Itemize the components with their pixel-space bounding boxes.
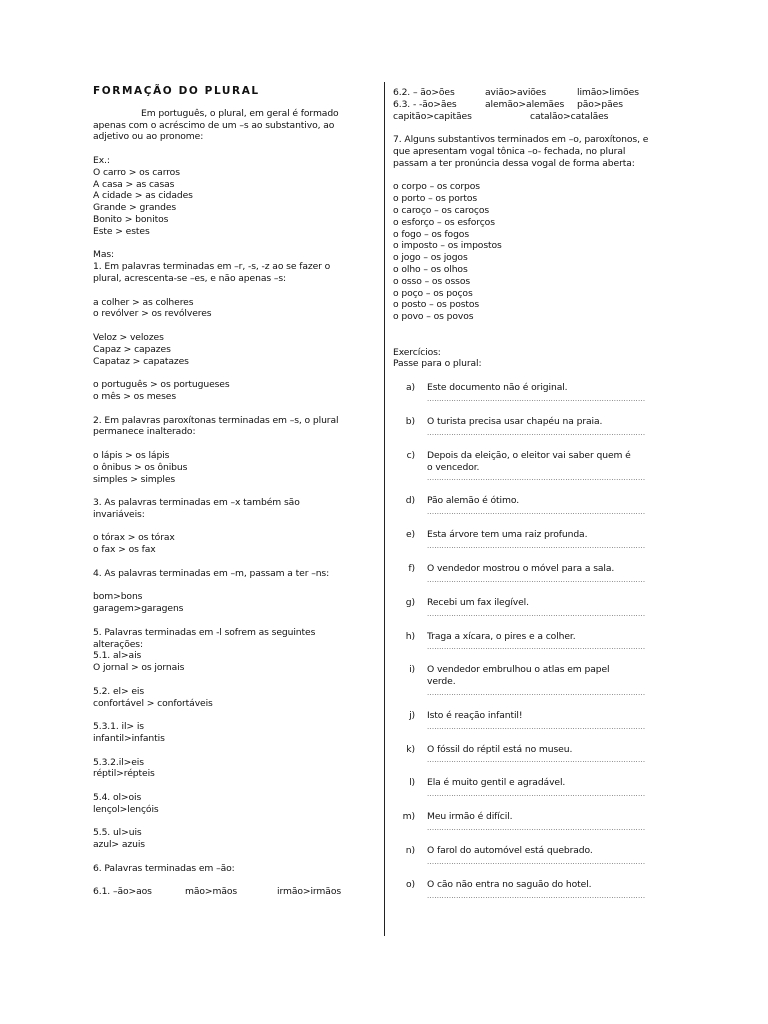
answer-line[interactable]: .......................................................................................... — [427, 722, 646, 731]
exercise-sentence: O turista precisa usar chapéu na praia. — [427, 415, 603, 427]
exercise-letter: f) — [408, 562, 415, 574]
exercise-sentence: Meu irmão é difícil. — [427, 811, 513, 823]
exercises-heading: Exercícios: — [393, 346, 441, 358]
example-word: pão>pães — [577, 98, 623, 110]
example-line: O jornal > os jornais — [93, 662, 185, 674]
answer-line[interactable]: .......................................................................................... — [427, 609, 646, 618]
rule-5: alterações: — [93, 638, 143, 650]
exercise-item — [393, 744, 677, 766]
mas-label: Mas: — [93, 249, 115, 261]
exercise-item — [393, 710, 677, 732]
example-word: catalão>catalães — [530, 110, 609, 122]
right-column — [393, 87, 677, 913]
exercise-letter: o) — [405, 878, 415, 890]
page-title: FORMAÇÃO DO PLURAL — [93, 85, 260, 97]
rule-7: passam a ter pronúncia dessa vogal de forma aberta: — [393, 157, 635, 169]
exercise-item — [393, 597, 677, 619]
rule-5-1: 5.1. al>ais — [93, 650, 142, 662]
example-line: o porto – os portos — [393, 193, 478, 205]
answer-line[interactable]: .......................................................................................... — [427, 508, 646, 517]
rule-3: 3. As palavras terminadas em –x também são — [93, 497, 300, 509]
example-line: o português > os portugueses — [93, 379, 230, 391]
rule-6-3-pattern: 6.3. - -ão>ães — [393, 98, 457, 110]
example-line: o esforço – os esforços — [393, 216, 495, 228]
exercise-sentence: o vencedor. — [427, 461, 480, 473]
example-line: Este > estes — [93, 225, 150, 237]
exercise-letter: h) — [405, 630, 415, 642]
example-line: o revólver > os revólveres — [93, 308, 212, 320]
exercise-sentence: verde. — [427, 676, 456, 688]
example-line: a colher > as colheres — [93, 296, 194, 308]
exercise-sentence: Recebi um fax ilegível. — [427, 596, 529, 608]
rule-2: permanece inalterado: — [93, 426, 196, 438]
exercise-item — [393, 631, 677, 653]
exercise-item — [393, 664, 677, 698]
example-line: A casa > as casas — [93, 178, 175, 190]
exercise-letter: n) — [405, 845, 415, 857]
exercise-item — [393, 416, 677, 438]
exercise-item — [393, 382, 677, 404]
example-word: irmão>irmãos — [277, 886, 342, 898]
exercise-letter: c) — [406, 449, 415, 461]
rule-6-3-extra — [393, 111, 677, 123]
example-word: mão>mãos — [185, 886, 238, 898]
answer-line[interactable]: .......................................................................................... — [427, 756, 646, 765]
rule-6-2 — [393, 87, 677, 99]
exercise-item — [393, 563, 677, 585]
exercise-sentence: O vendedor embrulhou o atlas em papel — [427, 664, 610, 676]
rule-6-1 — [93, 886, 361, 898]
exercise-list — [393, 382, 677, 901]
exercise-sentence: Esta árvore tem uma raiz profunda. — [427, 529, 588, 541]
example-line: Bonito > bonitos — [93, 213, 169, 225]
exercise-letter: e) — [405, 529, 415, 541]
example-line: o olho – os olhos — [393, 263, 468, 275]
exercise-item — [393, 450, 677, 484]
example-label: Ex.: — [93, 154, 110, 166]
left-column — [93, 86, 361, 898]
exercise-letter: j) — [409, 709, 415, 721]
rule-3: invariáveis: — [93, 508, 145, 520]
example-line: simples > simples — [93, 473, 176, 485]
example-line: Capaz > capazes — [93, 343, 171, 355]
answer-line[interactable]: .......................................................................................... — [427, 643, 646, 652]
example-word: limão>limões — [577, 87, 639, 98]
example-word: capitão>capitães — [393, 110, 472, 122]
rule-4: 4. As palavras terminadas em –m, passam a ter –ns: — [93, 567, 330, 579]
example-line: o corpo – os corpos — [393, 181, 480, 193]
answer-line[interactable]: .......................................................................................... — [427, 428, 646, 437]
intro-text: apenas com o acréscimo de um –s ao substantivo, ao — [93, 119, 335, 131]
example-line: o jogo – os jogos — [393, 252, 468, 264]
answer-line[interactable]: .......................................................................................... — [427, 688, 646, 697]
example-line: o povo – os povos — [393, 311, 474, 323]
rule-6-2-pattern: 6.2. – ão>ões — [393, 87, 455, 98]
example-line: o lápis > os lápis — [93, 449, 170, 461]
rule-7: que apresentam vogal tônica –o- fechada, no plural — [393, 145, 626, 157]
exercise-item — [393, 811, 677, 833]
rule-6: 6. Palavras terminadas em –ão: — [93, 862, 235, 874]
example-line: o ônibus > os ônibus — [93, 461, 188, 473]
exercise-item — [393, 495, 677, 517]
rule-7: 7. Alguns substantivos terminados em –o, paroxítonos, e — [393, 134, 649, 146]
answer-line[interactable]: .......................................................................................... — [427, 394, 646, 403]
answer-line[interactable]: .......................................................................................... — [427, 857, 646, 866]
rule-5-2: 5.2. el> eis — [93, 685, 145, 697]
exercise-sentence: Isto é reação infantil! — [427, 709, 523, 721]
rule-6-1-pattern: 6.1. –ão>aos — [93, 886, 152, 898]
exercise-sentence: Este documento não é original. — [427, 382, 568, 394]
exercise-letter: m) — [402, 811, 415, 823]
example-line: o posto – os postos — [393, 299, 480, 311]
exercise-sentence: Traga a xícara, o pires e a colher. — [427, 630, 576, 642]
example-line: o tórax > os tórax — [93, 532, 175, 544]
example-line: Grande > grandes — [93, 202, 177, 214]
example-line: o poço – os poços — [393, 287, 473, 299]
rule-5-4: 5.4. ol>ois — [93, 792, 142, 804]
exercise-letter: b) — [405, 415, 415, 427]
column-divider — [384, 82, 385, 936]
intro-text: adjetivo ou ao pronome: — [93, 131, 204, 143]
exercise-letter: l) — [409, 777, 415, 789]
rule-1: plural, acrescenta-se –es, e não apenas –s: — [93, 272, 287, 284]
example-line: azul> azuis — [93, 839, 145, 851]
answer-line[interactable]: .......................................................................................... — [427, 891, 646, 900]
answer-line[interactable]: .......................................................................................... — [427, 575, 646, 584]
exercise-sentence: O cão não entra no saguão do hotel. — [427, 878, 592, 890]
exercise-sentence: Ela é muito gentil e agradável. — [427, 777, 566, 789]
example-line: garagem>garagens — [93, 603, 184, 615]
exercise-sentence: Depois da eleição, o eleitor vai saber quem é — [427, 449, 631, 461]
exercise-letter: i) — [409, 664, 415, 676]
answer-line[interactable]: .......................................................................................... — [427, 474, 646, 483]
answer-line[interactable]: .......................................................................................... — [427, 790, 646, 799]
rule-5: 5. Palavras terminadas em -l sofrem as seguintes — [93, 626, 316, 638]
example-line: bom>bons — [93, 591, 143, 603]
example-line: Capataz > capatazes — [93, 355, 189, 367]
rule-5-3-2: 5.3.2.il>eis — [93, 756, 144, 768]
rule-6-3 — [393, 99, 677, 111]
answer-line[interactable]: .......................................................................................... — [427, 541, 646, 550]
example-line: réptil>répteis — [93, 768, 155, 780]
exercise-sentence: O farol do automóvel está quebrado. — [427, 845, 593, 857]
example-line: A cidade > as cidades — [93, 190, 193, 202]
example-line: infantil>infantis — [93, 733, 165, 745]
example-line: o imposto – os impostos — [393, 240, 502, 252]
answer-line[interactable]: .......................................................................................... — [427, 824, 646, 833]
exercise-item — [393, 879, 677, 901]
example-line: o caroço – os caroços — [393, 204, 490, 216]
exercise-sentence: Pão alemão é ótimo. — [427, 495, 520, 507]
example-line: o osso – os ossos — [393, 275, 471, 287]
exercise-letter: a) — [405, 382, 415, 394]
rule-2: 2. Em palavras paroxítonas terminadas em –s, o plural — [93, 414, 339, 426]
example-line: o mês > os meses — [93, 390, 177, 402]
example-line: o fogo – os fogos — [393, 228, 470, 240]
example-line: o fax > os fax — [93, 544, 156, 556]
rule-5-3-1: 5.3.1. il> is — [93, 721, 144, 733]
rule-1: 1. Em palavras terminadas em –r, -s, -z ao se fazer o — [93, 261, 331, 273]
exercise-sentence: O vendedor mostrou o móvel para a sala. — [427, 562, 615, 574]
example-line: confortável > confortáveis — [93, 697, 213, 709]
example-line: O carro > os carros — [93, 166, 180, 178]
exercise-item — [393, 845, 677, 867]
exercises-instruction: Passe para o plural: — [393, 358, 482, 370]
exercise-letter: d) — [405, 495, 415, 507]
example-word: alemão>alemães — [485, 98, 565, 110]
rule-5-5: 5.5. ul>uis — [93, 827, 142, 839]
intro-text: Em português, o plural, em geral é formado — [141, 107, 339, 119]
exercise-letter: k) — [406, 743, 415, 755]
example-word: avião>aviões — [485, 87, 547, 98]
exercise-item — [393, 529, 677, 551]
example-line: lençol>lençóis — [93, 803, 159, 815]
exercise-sentence: O fóssil do réptil está no museu. — [427, 743, 573, 755]
exercise-item — [393, 777, 677, 799]
exercise-letter: g) — [405, 596, 415, 608]
example-line: Veloz > velozes — [93, 331, 164, 343]
